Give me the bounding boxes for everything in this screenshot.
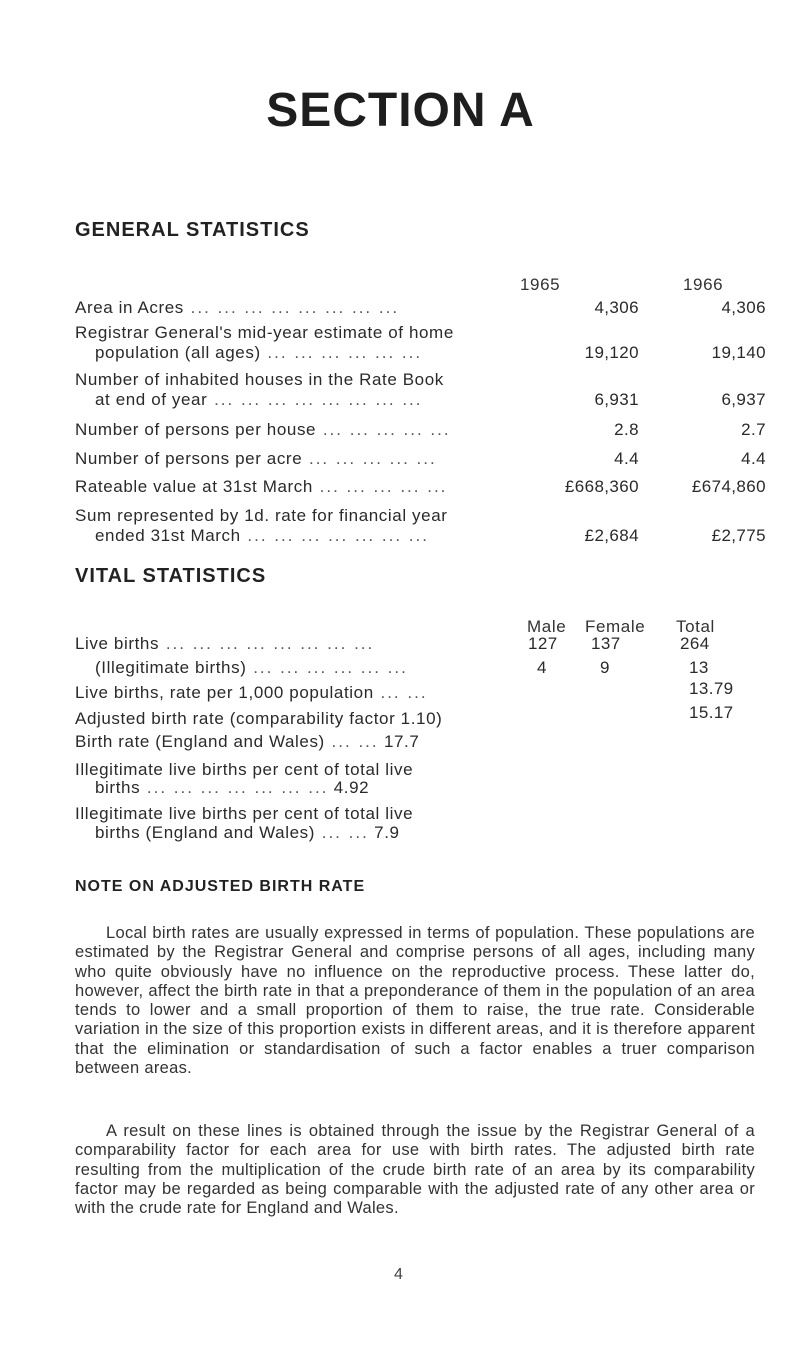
table-row-label: Live births ... ... ... ... ... ... ... ...	[75, 634, 375, 653]
table-cell: 264	[680, 634, 710, 653]
table-row-label: Illegitimate live births per cent of total live	[75, 804, 414, 823]
table-cell: 2.8	[614, 420, 639, 439]
table-cell: 2.7	[741, 420, 766, 439]
col-male-header: Male	[527, 617, 567, 636]
table-row-label: Illegitimate live births per cent of total live	[75, 760, 414, 779]
table-row-label: births (England and Wales) ... ... 7.9	[95, 823, 400, 842]
table-cell: 6,937	[721, 390, 766, 409]
note-heading: NOTE ON ADJUSTED BIRTH RATE	[75, 878, 366, 895]
note-paragraph-1: Local birth rates are usually expressed in terms of population. These populations are estimated by the Registrar General and comprise persons of all ages, including many who quite obviously have no influence on the reproductive process. These latter do, however, affect the birth rate in that a preponderance of them in the population of an area tends to lower and a small proportion of them to raise, the true rate. Considerable variation in the size of this proportion exists in different areas, and it is therefore apparent that the elimination or standardisation of such a factor enables a truer comparison between areas.	[75, 924, 755, 1078]
table-row-label: Number of inhabited houses in the Rate Book	[75, 370, 444, 389]
table-cell: 19,140	[711, 343, 766, 362]
table-row-label: at end of year ... ... ... ... ... ... ... ...	[95, 390, 423, 409]
col-female-header: Female	[585, 617, 646, 636]
table-cell: 127	[528, 634, 558, 653]
table-cell: 4	[537, 658, 547, 677]
vital-statistics-heading: VITAL STATISTICS	[75, 565, 267, 587]
table-row-label: ended 31st March ... ... ... ... ... ... ...	[95, 526, 429, 545]
table-cell: 13	[689, 658, 709, 677]
table-cell: 4,306	[594, 298, 639, 317]
table-cell: 4.4	[614, 449, 639, 468]
table-row-label: Rateable value at 31st March ... ... ... ... ...	[75, 477, 448, 496]
table-cell: 13.79	[689, 679, 734, 698]
col-1965-header: 1965	[520, 275, 561, 294]
note-paragraph-2: A result on these lines is obtained through the issue by the Registrar General of a comparability factor for each area for use with birth rates. The adjusted birth rate resulting from the multiplication of the crude birth rate of an area by its comparability factor may be regarded as being comparable with the adjusted rate of any other area or with the crude rate for England and Wales.	[75, 1122, 755, 1218]
table-cell: £668,360	[564, 477, 639, 496]
table-row-label: Registrar General's mid-year estimate of home	[75, 323, 454, 342]
table-row-label: Birth rate (England and Wales) ... ... 17.7	[75, 732, 420, 751]
table-cell: 9	[600, 658, 610, 677]
table-row-label: Sum represented by 1d. rate for financial year	[75, 506, 448, 525]
table-cell: 4.4	[741, 449, 766, 468]
table-cell: £2,684	[584, 526, 639, 545]
general-statistics-heading: GENERAL STATISTICS	[75, 219, 310, 241]
section-title: SECTION A	[266, 84, 535, 137]
table-row-label: Number of persons per acre ... ... ... ... ...	[75, 449, 437, 468]
col-total-header: Total	[676, 617, 715, 636]
table-cell: 4,306	[721, 298, 766, 317]
table-row-label: births ... ... ... ... ... ... ... 4.92	[95, 778, 370, 797]
table-cell: 15.17	[689, 703, 734, 722]
table-cell: £2,775	[711, 526, 766, 545]
table-row-label: (Illegitimate births) ... ... ... ... ... ...	[95, 658, 408, 677]
table-row-label: Area in Acres ... ... ... ... ... ... ... ...	[75, 298, 400, 317]
table-cell: £674,860	[691, 477, 766, 496]
table-cell: 19,120	[584, 343, 639, 362]
table-row-label: Number of persons per house ... ... ... ... ...	[75, 420, 451, 439]
page-number: 4	[394, 1266, 403, 1283]
table-row-label: Adjusted birth rate (comparability factor 1.10)	[75, 709, 443, 728]
table-row-label: population (all ages) ... ... ... ... ... ...	[95, 343, 423, 362]
col-1966-header: 1966	[683, 275, 724, 294]
table-row-label: Live births, rate per 1,000 population ... ...	[75, 683, 428, 702]
table-cell: 137	[591, 634, 621, 653]
table-cell: 6,931	[594, 390, 639, 409]
